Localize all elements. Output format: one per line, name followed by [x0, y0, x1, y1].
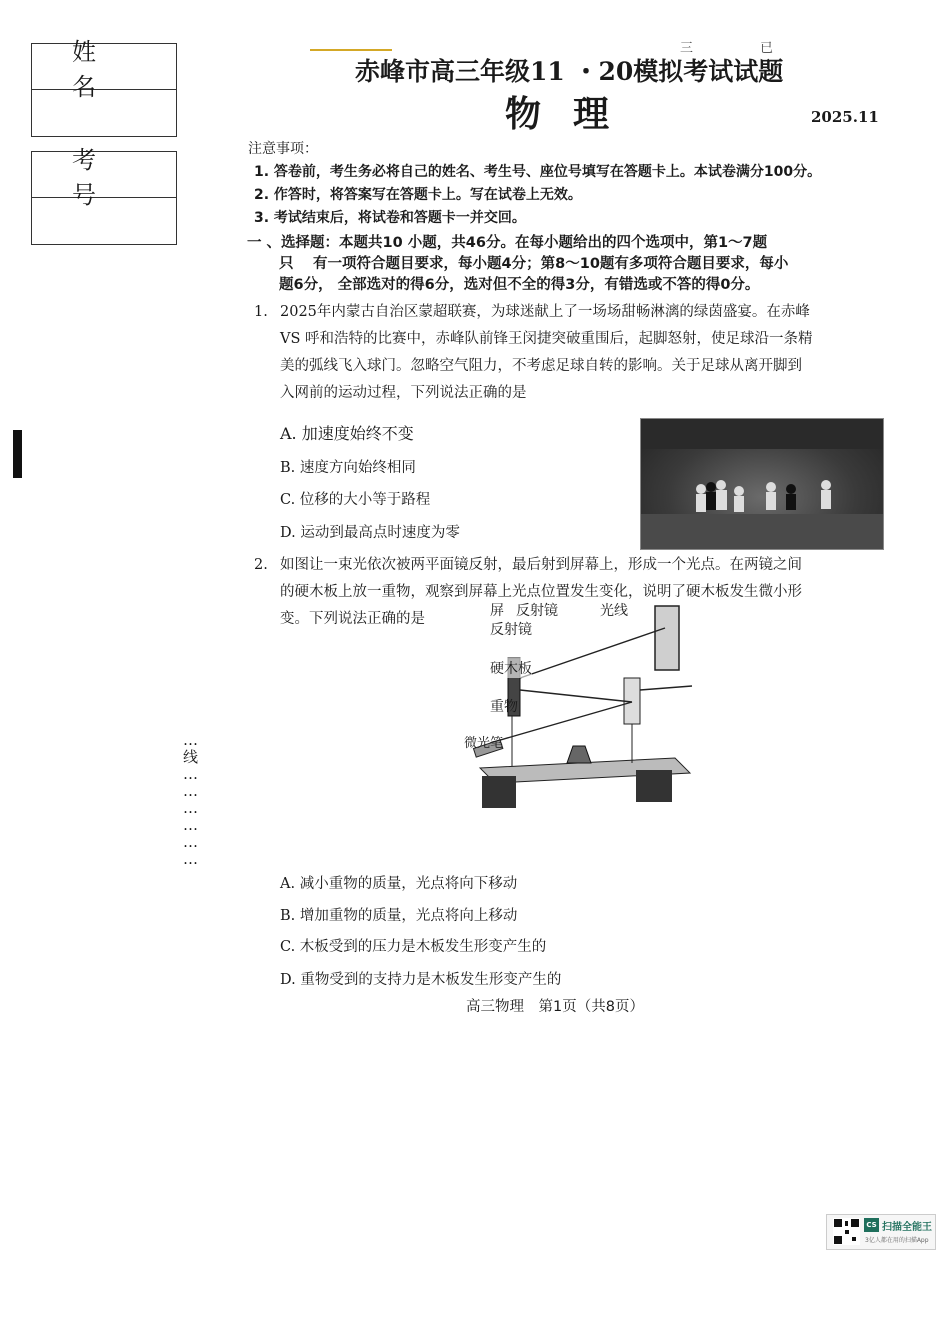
- exam-date: 2025.11: [811, 108, 879, 126]
- mirror-diagram: [460, 598, 700, 813]
- page-footer: 高三物理 第1页（共8页）: [466, 999, 644, 1015]
- section-line: 只 有一项符合题目要求，每小题4分；第8～10题有多项符合题目要求，每小: [279, 256, 789, 272]
- label-pen: 微光笔: [464, 736, 504, 751]
- label-mirror-left: 反射镜: [490, 622, 532, 638]
- accent-line: [310, 49, 392, 51]
- support-right: [636, 770, 672, 802]
- label-light: 光线: [600, 603, 628, 619]
- scanner-tagline: 3亿人都在用的扫描App: [865, 1237, 929, 1244]
- q1-option-b: B. 速度方向始终相同: [280, 460, 416, 476]
- qr-code-icon: [833, 1218, 860, 1245]
- football-photo: [640, 418, 884, 550]
- note-item: 2. 作答时，将答案写在答题卡上。写在试卷上无效。: [254, 187, 582, 203]
- label-screen: 屏: [490, 603, 504, 619]
- binding-dots: …: [183, 833, 198, 851]
- scanner-name: 扫描全能王: [882, 1222, 932, 1233]
- q2-line: 的硬木板上放一重物，观察到屏幕上光点位置发生变化，说明了硬木板发生微小形: [280, 584, 802, 600]
- q2-number: 2.: [254, 557, 268, 573]
- q1-stem: [280, 299, 885, 407]
- note-item: 1. 答卷前，考生务必将自己的姓名、考生号、座位号填写在答题卡上。本试卷满分100分。: [254, 164, 822, 180]
- title-mark-1: 三: [680, 41, 694, 56]
- q2-line: 变。下列说法正确的是: [280, 611, 425, 627]
- football-scene: [641, 419, 883, 549]
- exam-number-box: [31, 145, 177, 245]
- q1-line: VS 呼和浩特的比赛中，赤峰队前锋王闵捷突破重围后，起脚怒射，使足球沿一条精: [280, 331, 813, 347]
- exam-number-label: 考号: [32, 152, 176, 198]
- binding-dots: …: [183, 765, 198, 783]
- q1-number: 1.: [254, 304, 268, 320]
- binding-dots: …: [183, 850, 198, 868]
- q2-line: 如图让一束光依次被两平面镜反射，最后射到屏幕上，形成一个光点。在两镜之间: [280, 557, 802, 573]
- support-left: [482, 776, 516, 808]
- binding-dots: …: [183, 799, 198, 817]
- binding-line: [183, 732, 198, 868]
- label-weight: 重物: [490, 699, 518, 715]
- section-line: 一 、选择题：本题共10 小题，共46分。在每小题给出的四个选项中，第1～7题: [247, 235, 768, 251]
- weight: [567, 746, 591, 763]
- binding-dots: …: [183, 816, 198, 834]
- section-line: 题6分， 全部选对的得6分，选对但不全的得3分，有错选或不答的得0分。: [279, 277, 760, 293]
- q2-option-d: D. 重物受到的支持力是木板发生形变产生的: [280, 972, 562, 988]
- binding-mark: [13, 430, 22, 478]
- name-label: 姓名: [32, 44, 176, 90]
- q2-option-b: B. 增加重物的质量，光点将向上移动: [280, 908, 518, 924]
- q1-line: 2025年内蒙古自治区蒙超联赛，为球迷献上了一场场甜畅淋漓的绿茵盛宴。在赤峰: [280, 304, 810, 320]
- q1-option-a: A. 加速度始终不变: [280, 424, 414, 443]
- scanner-watermark: [826, 1214, 936, 1250]
- title-mark-2: 已: [760, 41, 774, 56]
- screen: [655, 606, 679, 670]
- label-mirror-top: 反射镜: [516, 603, 558, 619]
- q2-option-c: C. 木板受到的压力是木板发生形变产生的: [280, 939, 547, 955]
- name-box: [31, 37, 177, 137]
- binding-line-label: 线: [183, 748, 199, 766]
- q1-line: 美的弧线飞入球门。忽略空气阻力，不考虑足球自转的影响。关于足球从离开脚到: [280, 358, 802, 374]
- q1-option-c: C. 位移的大小等于路程: [280, 492, 431, 508]
- exam-title: 赤峰市高三年级11 ・20模拟考试试题: [355, 57, 784, 86]
- q1-option-d: D. 运动到最高点时速度为零: [280, 525, 460, 541]
- notes-heading: 注意事项：: [248, 141, 318, 157]
- label-board: 硬木板: [490, 658, 532, 678]
- subject-title: 物理: [505, 93, 642, 135]
- cs-badge: CS: [864, 1218, 879, 1232]
- binding-dots: …: [183, 731, 198, 749]
- q1-line: 入网前的运动过程，下列说法正确的是: [280, 385, 527, 401]
- notes: [248, 138, 821, 227]
- section-instructions: [247, 233, 887, 296]
- note-item: 3. 考试结束后，将试卷和答题卡一并交回。: [254, 210, 526, 226]
- q2-option-a: A. 减小重物的质量，光点将向下移动: [280, 876, 518, 892]
- binding-dots: …: [183, 782, 198, 800]
